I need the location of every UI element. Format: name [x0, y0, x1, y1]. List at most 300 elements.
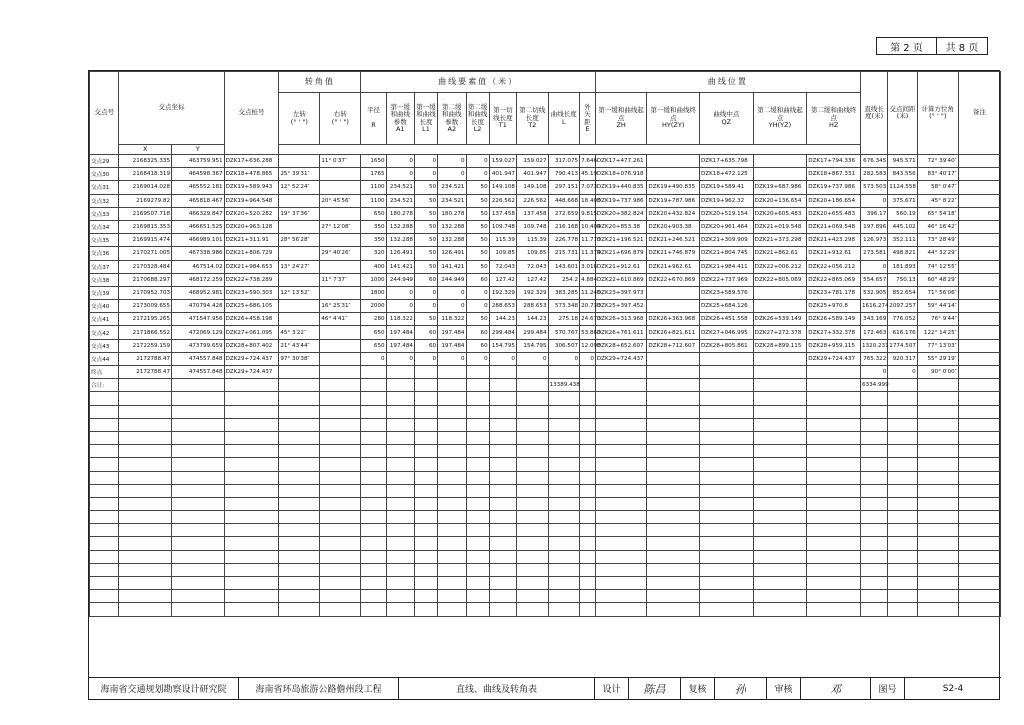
table-cell [753, 524, 807, 537]
table-cell: DZK27+332.378 [807, 326, 861, 339]
table-cell: 0 [860, 366, 887, 379]
table-cell: 650 [361, 207, 386, 220]
table-cell [90, 590, 119, 603]
table-cell: DZK22+865.069 [807, 273, 861, 286]
table-cell: DZK22+610.869 [595, 273, 647, 286]
table-cell [119, 458, 172, 471]
table-cell: 299.484 [516, 326, 548, 339]
table-cell [90, 511, 119, 524]
table-cell [320, 431, 361, 444]
table-cell: DZK21+696.879 [595, 247, 647, 260]
table-cell [700, 379, 754, 392]
table-cell [224, 524, 279, 537]
table-cell [595, 524, 647, 537]
table-cell [860, 603, 887, 616]
table-cell [958, 524, 1000, 537]
project-name: 海南省环岛旅游公路儋州段工程 [239, 678, 399, 699]
table-cell: 11.246 [580, 286, 596, 299]
table-cell: DZK20+432.824 [647, 207, 700, 220]
table-cell [548, 537, 580, 550]
table-cell [888, 550, 917, 563]
table-cell: 498.821 [888, 247, 917, 260]
table-cell [466, 379, 489, 392]
table-cell: 118.322 [386, 313, 414, 326]
table-cell [224, 511, 279, 524]
table-cell [516, 379, 548, 392]
table-cell [279, 458, 320, 471]
table-cell [860, 431, 887, 444]
table-cell: DZK27+046.995 [700, 326, 754, 339]
table-cell [647, 497, 700, 510]
table-cell [958, 484, 1000, 497]
table-cell [700, 445, 754, 458]
table-row [90, 194, 1001, 207]
table-cell: 59° 44′14″ [917, 300, 958, 313]
table-cell [172, 431, 225, 444]
table-cell [361, 537, 386, 550]
table-cell [917, 458, 958, 471]
table-cell [361, 405, 386, 418]
table-cell [888, 484, 917, 497]
table-cell: 320 [361, 247, 386, 260]
table-cell: 472069.129 [172, 326, 225, 339]
table-cell: 466989.101 [172, 234, 225, 247]
table-cell [888, 577, 917, 590]
table-cell [580, 590, 596, 603]
table-cell: 275.18 [548, 313, 580, 326]
empty-row [90, 392, 1001, 405]
table-cell [516, 471, 548, 484]
table-cell [647, 418, 700, 431]
table-cell [807, 431, 861, 444]
table-cell [700, 537, 754, 550]
header-t1: 第一切线长度 T1 [489, 93, 516, 145]
table-cell [279, 155, 320, 168]
table-cell [172, 497, 225, 510]
table-cell [958, 445, 1000, 458]
table-cell [361, 484, 386, 497]
table-cell [279, 273, 320, 286]
page-number-box [876, 37, 988, 55]
table-cell [807, 577, 861, 590]
table-cell [647, 563, 700, 576]
table-cell [361, 550, 386, 563]
table-cell: 0 [438, 286, 466, 299]
table-cell: 1320.231 [860, 339, 887, 352]
table-cell [753, 590, 807, 603]
table-cell: 交点34 [90, 220, 119, 233]
table-cell [807, 471, 861, 484]
table-cell [279, 366, 320, 379]
table-cell [958, 603, 1000, 616]
table-cell [595, 418, 647, 431]
table-cell [489, 537, 516, 550]
table-cell [516, 445, 548, 458]
table-cell [595, 537, 647, 550]
total-curve-length: 13389.438 [548, 379, 580, 392]
table-cell: DZK25+397.452 [595, 300, 647, 313]
table-cell [700, 458, 754, 471]
table-cell: 159.027 [516, 155, 548, 168]
table-cell: 234.521 [386, 181, 414, 194]
table-cell [917, 524, 958, 537]
table-cell [172, 418, 225, 431]
table-cell [361, 497, 386, 510]
table-cell [438, 484, 466, 497]
table-cell: DZK18+076.918 [595, 168, 647, 181]
table-cell [700, 484, 754, 497]
table-cell [548, 577, 580, 590]
table-cell: 交点40 [90, 300, 119, 313]
table-cell: 46° 16′42″ [917, 220, 958, 233]
table-cell: DZK19+964.548 [224, 194, 279, 207]
table-cell: 50 [414, 194, 437, 207]
table-cell [279, 563, 320, 576]
table-cell [958, 577, 1000, 590]
table-cell: 0 [860, 260, 887, 273]
table-cell [888, 379, 917, 392]
table-cell: DZK22+805.069 [753, 273, 807, 286]
table-cell [753, 155, 807, 168]
table-cell: 2170952.703 [119, 286, 172, 299]
table-cell [119, 379, 172, 392]
table-cell [172, 537, 225, 550]
table-cell: DZK21+069.548 [807, 220, 861, 233]
table-cell [414, 511, 437, 524]
header-note: 备注 [958, 72, 1000, 155]
table-cell [700, 418, 754, 431]
table-cell: 118.322 [438, 313, 466, 326]
table-cell [224, 418, 279, 431]
table-cell: 573.503 [860, 181, 887, 194]
table-row [90, 247, 1001, 260]
table-cell: DZK20+853.38 [595, 220, 647, 233]
table-cell: 3.016 [580, 260, 596, 273]
table-cell [958, 537, 1000, 550]
table-cell: 9.815 [580, 207, 596, 220]
table-cell: 50 [414, 260, 437, 273]
table-cell [807, 524, 861, 537]
table-cell [414, 366, 437, 379]
table-cell: 109.748 [489, 220, 516, 233]
table-cell [516, 550, 548, 563]
table-cell [279, 313, 320, 326]
header-coord: 交点坐标 [119, 72, 224, 145]
table-cell [580, 431, 596, 444]
table-cell [466, 497, 489, 510]
design-signature: 陈昌 [629, 678, 681, 699]
table-cell [224, 590, 279, 603]
table-cell [516, 524, 548, 537]
design-label: 设计 [595, 678, 629, 699]
table-cell [119, 484, 172, 497]
table-cell [414, 537, 437, 550]
table-cell: 474557.848 [172, 352, 225, 365]
table-cell: 616.176 [888, 326, 917, 339]
note-cell [958, 194, 1000, 207]
table-cell [386, 379, 414, 392]
table-cell [807, 445, 861, 458]
table-cell: 0 [438, 352, 466, 365]
table-cell [647, 550, 700, 563]
table-cell [466, 550, 489, 563]
table-cell: 945.571 [888, 155, 917, 168]
table-cell: DZK21+984.653 [224, 260, 279, 273]
table-cell: 2169815.353 [119, 220, 172, 233]
table-cell [279, 418, 320, 431]
table-cell [320, 352, 361, 365]
table-cell [489, 577, 516, 590]
table-cell [700, 497, 754, 510]
table-cell [516, 497, 548, 510]
table-cell: DZK23+781.178 [807, 286, 861, 299]
table-cell: 560.19 [888, 207, 917, 220]
table-cell: 1765 [361, 168, 386, 181]
table-cell: 244.949 [438, 273, 466, 286]
table-cell [580, 603, 596, 616]
table-cell [279, 590, 320, 603]
table-cell: 53.863 [580, 326, 596, 339]
note-cell [958, 247, 1000, 260]
table-cell: 765.322 [860, 352, 887, 365]
table-cell: DZK21+019.548 [753, 220, 807, 233]
header-y: Y [172, 145, 225, 155]
table-cell [958, 550, 1000, 563]
table-cell [753, 366, 807, 379]
table-cell: 13° 24′27″ [279, 260, 320, 273]
table-cell [386, 524, 414, 537]
table-cell: 843.556 [888, 168, 917, 181]
table-cell: 46° 4′41″ [320, 313, 361, 326]
empty-row [90, 550, 1001, 563]
table-cell [516, 431, 548, 444]
table-cell [860, 458, 887, 471]
table-cell [958, 379, 1000, 392]
table-cell [958, 563, 1000, 576]
empty-row [90, 537, 1001, 550]
table-cell [595, 603, 647, 616]
table-cell: 532.905 [860, 286, 887, 299]
table-cell: 2172788.47 [119, 366, 172, 379]
table-cell: 0 [386, 168, 414, 181]
table-cell [361, 392, 386, 405]
note-cell [958, 220, 1000, 233]
table-cell: DZK21+246.521 [647, 234, 700, 247]
table-cell [224, 471, 279, 484]
table-cell: 65° 54′18″ [917, 207, 958, 220]
table-cell [320, 168, 361, 181]
table-cell [489, 392, 516, 405]
table-cell: 273.581 [860, 247, 887, 260]
table-cell [90, 458, 119, 471]
table-cell: 0 [466, 286, 489, 299]
table-cell [595, 445, 647, 458]
table-cell: DZK21+309.909 [700, 234, 754, 247]
table-cell: 20° 45′56″ [320, 194, 361, 207]
table-cell: 60 [466, 273, 489, 286]
table-cell [320, 181, 361, 194]
table-cell [438, 524, 466, 537]
table-cell [595, 392, 647, 405]
table-cell: 197.484 [386, 339, 414, 352]
table-cell [224, 405, 279, 418]
table-cell [548, 511, 580, 524]
table-cell [958, 590, 1000, 603]
table-cell [438, 431, 466, 444]
table-cell [466, 418, 489, 431]
table-cell [647, 379, 700, 392]
table-row [90, 260, 1001, 273]
table-cell [361, 511, 386, 524]
header-r: 半径 R [361, 93, 386, 145]
table-cell: 50 [466, 260, 489, 273]
table-cell [580, 497, 596, 510]
table-cell [224, 603, 279, 616]
audit-signature: 邓 [801, 678, 871, 699]
table-cell: DZK27+272.378 [753, 326, 807, 339]
table-cell: 72.043 [489, 260, 516, 273]
table-cell [958, 471, 1000, 484]
note-cell [958, 326, 1000, 339]
table-cell [386, 537, 414, 550]
table-cell [414, 603, 437, 616]
table-cell [224, 431, 279, 444]
page-current: 第 2 页 [877, 38, 937, 54]
table-cell [172, 379, 225, 392]
table-cell [595, 471, 647, 484]
table-cell: 122° 14′25″ [917, 326, 958, 339]
table-cell: 2170271.005 [119, 247, 172, 260]
table-cell: 90° 0′00″ [917, 366, 958, 379]
table-cell: 306.507 [548, 339, 580, 352]
note-cell [958, 181, 1000, 194]
table-cell: 2171866.552 [119, 326, 172, 339]
table-cell [386, 418, 414, 431]
table-cell [172, 511, 225, 524]
table-cell [807, 550, 861, 563]
table-cell [172, 471, 225, 484]
table-cell: 交点30 [90, 168, 119, 181]
table-cell: DZK20+961.464 [700, 220, 754, 233]
table-cell [647, 300, 700, 313]
table-cell [753, 392, 807, 405]
table-cell [119, 405, 172, 418]
note-cell [958, 286, 1000, 299]
empty-row [90, 524, 1001, 537]
table-cell [386, 511, 414, 524]
table-cell: 244.949 [386, 273, 414, 286]
table-cell: DZK21+912.61 [807, 247, 861, 260]
table-cell [279, 445, 320, 458]
table-cell [438, 366, 466, 379]
table-cell: 109.85 [516, 247, 548, 260]
table-cell [172, 458, 225, 471]
table-cell [466, 524, 489, 537]
table-cell: DZK19+589.943 [224, 181, 279, 194]
empty-row [90, 577, 1001, 590]
table-cell: 126.491 [438, 247, 466, 260]
table-cell [361, 577, 386, 590]
table-cell: 154.795 [516, 339, 548, 352]
table-cell [489, 431, 516, 444]
table-cell: 215.731 [548, 247, 580, 260]
table-cell [224, 497, 279, 510]
table-cell [414, 405, 437, 418]
table-cell: DZK21+311.91 [224, 234, 279, 247]
table-cell: 0 [438, 155, 466, 168]
table-cell: 交点43 [90, 339, 119, 352]
table-cell [580, 577, 596, 590]
table-cell [647, 590, 700, 603]
table-cell: 0 [516, 352, 548, 365]
table-cell [489, 590, 516, 603]
table-cell: 2169279.82 [119, 194, 172, 207]
table-cell [807, 418, 861, 431]
table-cell: DZK28+712.607 [647, 339, 700, 352]
table-cell [958, 511, 1000, 524]
table-cell [414, 471, 437, 484]
table-cell [438, 392, 466, 405]
table-cell: 463759.951 [172, 155, 225, 168]
table-cell: 0 [580, 352, 596, 365]
table-cell [860, 405, 887, 418]
table-cell [753, 577, 807, 590]
table-cell [224, 458, 279, 471]
table-cell [917, 537, 958, 550]
table-cell: 144.23 [516, 313, 548, 326]
table-row [90, 366, 1001, 379]
table-cell: 50 [414, 207, 437, 220]
table-cell: 60 [414, 273, 437, 286]
header-hy: 第一缓和曲线终点 HY(ZY) [647, 93, 700, 145]
table-cell [279, 194, 320, 207]
table-cell: 12° 13′52″ [279, 286, 320, 299]
table-cell: DZK20+186.654 [807, 194, 861, 207]
table-cell [414, 497, 437, 510]
table-cell: DZK26+821.611 [647, 326, 700, 339]
table-cell: 0 [386, 286, 414, 299]
table-cell [595, 511, 647, 524]
table-cell [917, 445, 958, 458]
header-yh: 第二缓和曲线起点 YH(YZ) [753, 93, 807, 145]
table-cell [466, 511, 489, 524]
table-cell: 2170688.297 [119, 273, 172, 286]
table-cell [888, 392, 917, 405]
table-cell [119, 537, 172, 550]
table-cell: 0 [888, 366, 917, 379]
table-cell [917, 418, 958, 431]
table-cell [386, 590, 414, 603]
table-cell [700, 366, 754, 379]
table-cell: 76° 9′44″ [917, 313, 958, 326]
table-cell [860, 484, 887, 497]
table-cell [320, 326, 361, 339]
table-cell [119, 511, 172, 524]
table-cell [753, 511, 807, 524]
table-cell [279, 247, 320, 260]
table-cell [386, 458, 414, 471]
table-cell: 159.027 [489, 155, 516, 168]
table-cell: 570.767 [548, 326, 580, 339]
empty-row [90, 603, 1001, 616]
table-cell: 60 [466, 339, 489, 352]
table-cell: DZK21+423.298 [807, 234, 861, 247]
table-cell: DZK20+963.128 [224, 220, 279, 233]
table-cell: 20.733 [580, 300, 596, 313]
table-cell [414, 392, 437, 405]
table-cell: DZK23+589.576 [700, 286, 754, 299]
header-left: 左转 (° ' ") [279, 93, 320, 145]
